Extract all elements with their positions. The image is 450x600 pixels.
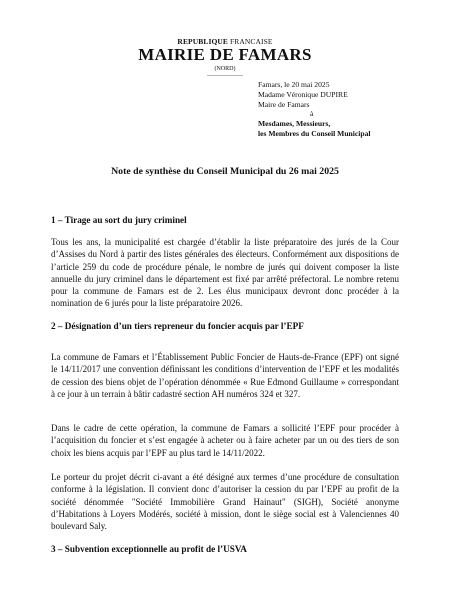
- address-block: [258, 80, 443, 139]
- region-label: (NORD): [214, 66, 236, 72]
- address-to: à: [310, 109, 314, 119]
- mairie-title: MAIRIE DE FAMARS: [138, 45, 312, 64]
- place-date: Famars, le 20 mai 2025: [258, 80, 330, 89]
- republic-bold: REPUBLIQUE: [177, 37, 229, 46]
- section-2-paragraph-1: La commune de Famars et l’Établissement Public Foncier de Hauts-de-France (EPF) ont signé le 14/11/2017 une convention définissant les conditions d’intervention de l’EPF et les modalités de cession des biens objet de l’opération dénommée « Rue Edmond Guillaume » correspondant à ce jour à un terrain à bâtir cadastré section AH numéros 324 et 327.: [51, 352, 399, 399]
- section-heading-2: 2 – Désignation d’un tiers repreneur du foncier acquis par l’EPF: [51, 321, 304, 331]
- republic-rest: FRANCAISE: [228, 37, 273, 46]
- section-2-paragraph-2: Dans le cadre de cette opération, la commune de Famars a sollicité l’EPF pour procéder à l’acquisition du foncier et s’est engagée à acheter ou à faire acheter par un ou des tiers de son choix les biens acquis par l’EPF au plus tard le 14/11/2022.: [51, 423, 399, 458]
- section-2-paragraph-3: Le porteur du projet décrit ci-avant a été désigné aux termes d’une procédure de consultation conforme à la législation. Il convient donc d’autoriser la cession du par l’EPF au profit de la société dénommée "Société Immobilière Grand Hainaut" (SIGH), Société anonyme d’Habitations à Loyers Modérés, société à mission, dont le siège social est à Valenciennes 40 boulevard Saly.: [51, 472, 399, 532]
- recipients-line-2: les Membres du Conseil Municipal: [258, 128, 371, 138]
- section-heading-3: 3 – Subvention exceptionnelle au profit de l’USVA: [51, 544, 247, 554]
- sender-role: Maire de Famars: [258, 99, 310, 109]
- section-1-paragraph-1: Tous les ans, la municipalité est chargée d’établir la liste préparatoire des jurés de la Cour d’Assises du Nord à partir des listes générales des électeurs. Conformément aux dispositions de l’article 259 du code de procédure pénale, le nombre de jurés qui doivent composer la liste annuelle du jury criminel dans le département est fixé par arrêté préfectoral. Le nombre retenu pour la commune de Famars est de 2. Les élus municipaux devront donc procéder à la nomination de 6 jurés pour la liste préparatoire 2026.: [51, 237, 399, 309]
- sender-name: Madame Véronique DUPIRE: [258, 89, 348, 99]
- document-title: Note de synthèse du Conseil Municipal du 26 mai 2025: [111, 166, 339, 177]
- section-heading-1: 1 – Tirage au sort du jury criminel: [51, 215, 187, 225]
- recipients-line-1: Mesdames, Messieurs,: [258, 119, 331, 129]
- header-divider: [207, 75, 243, 76]
